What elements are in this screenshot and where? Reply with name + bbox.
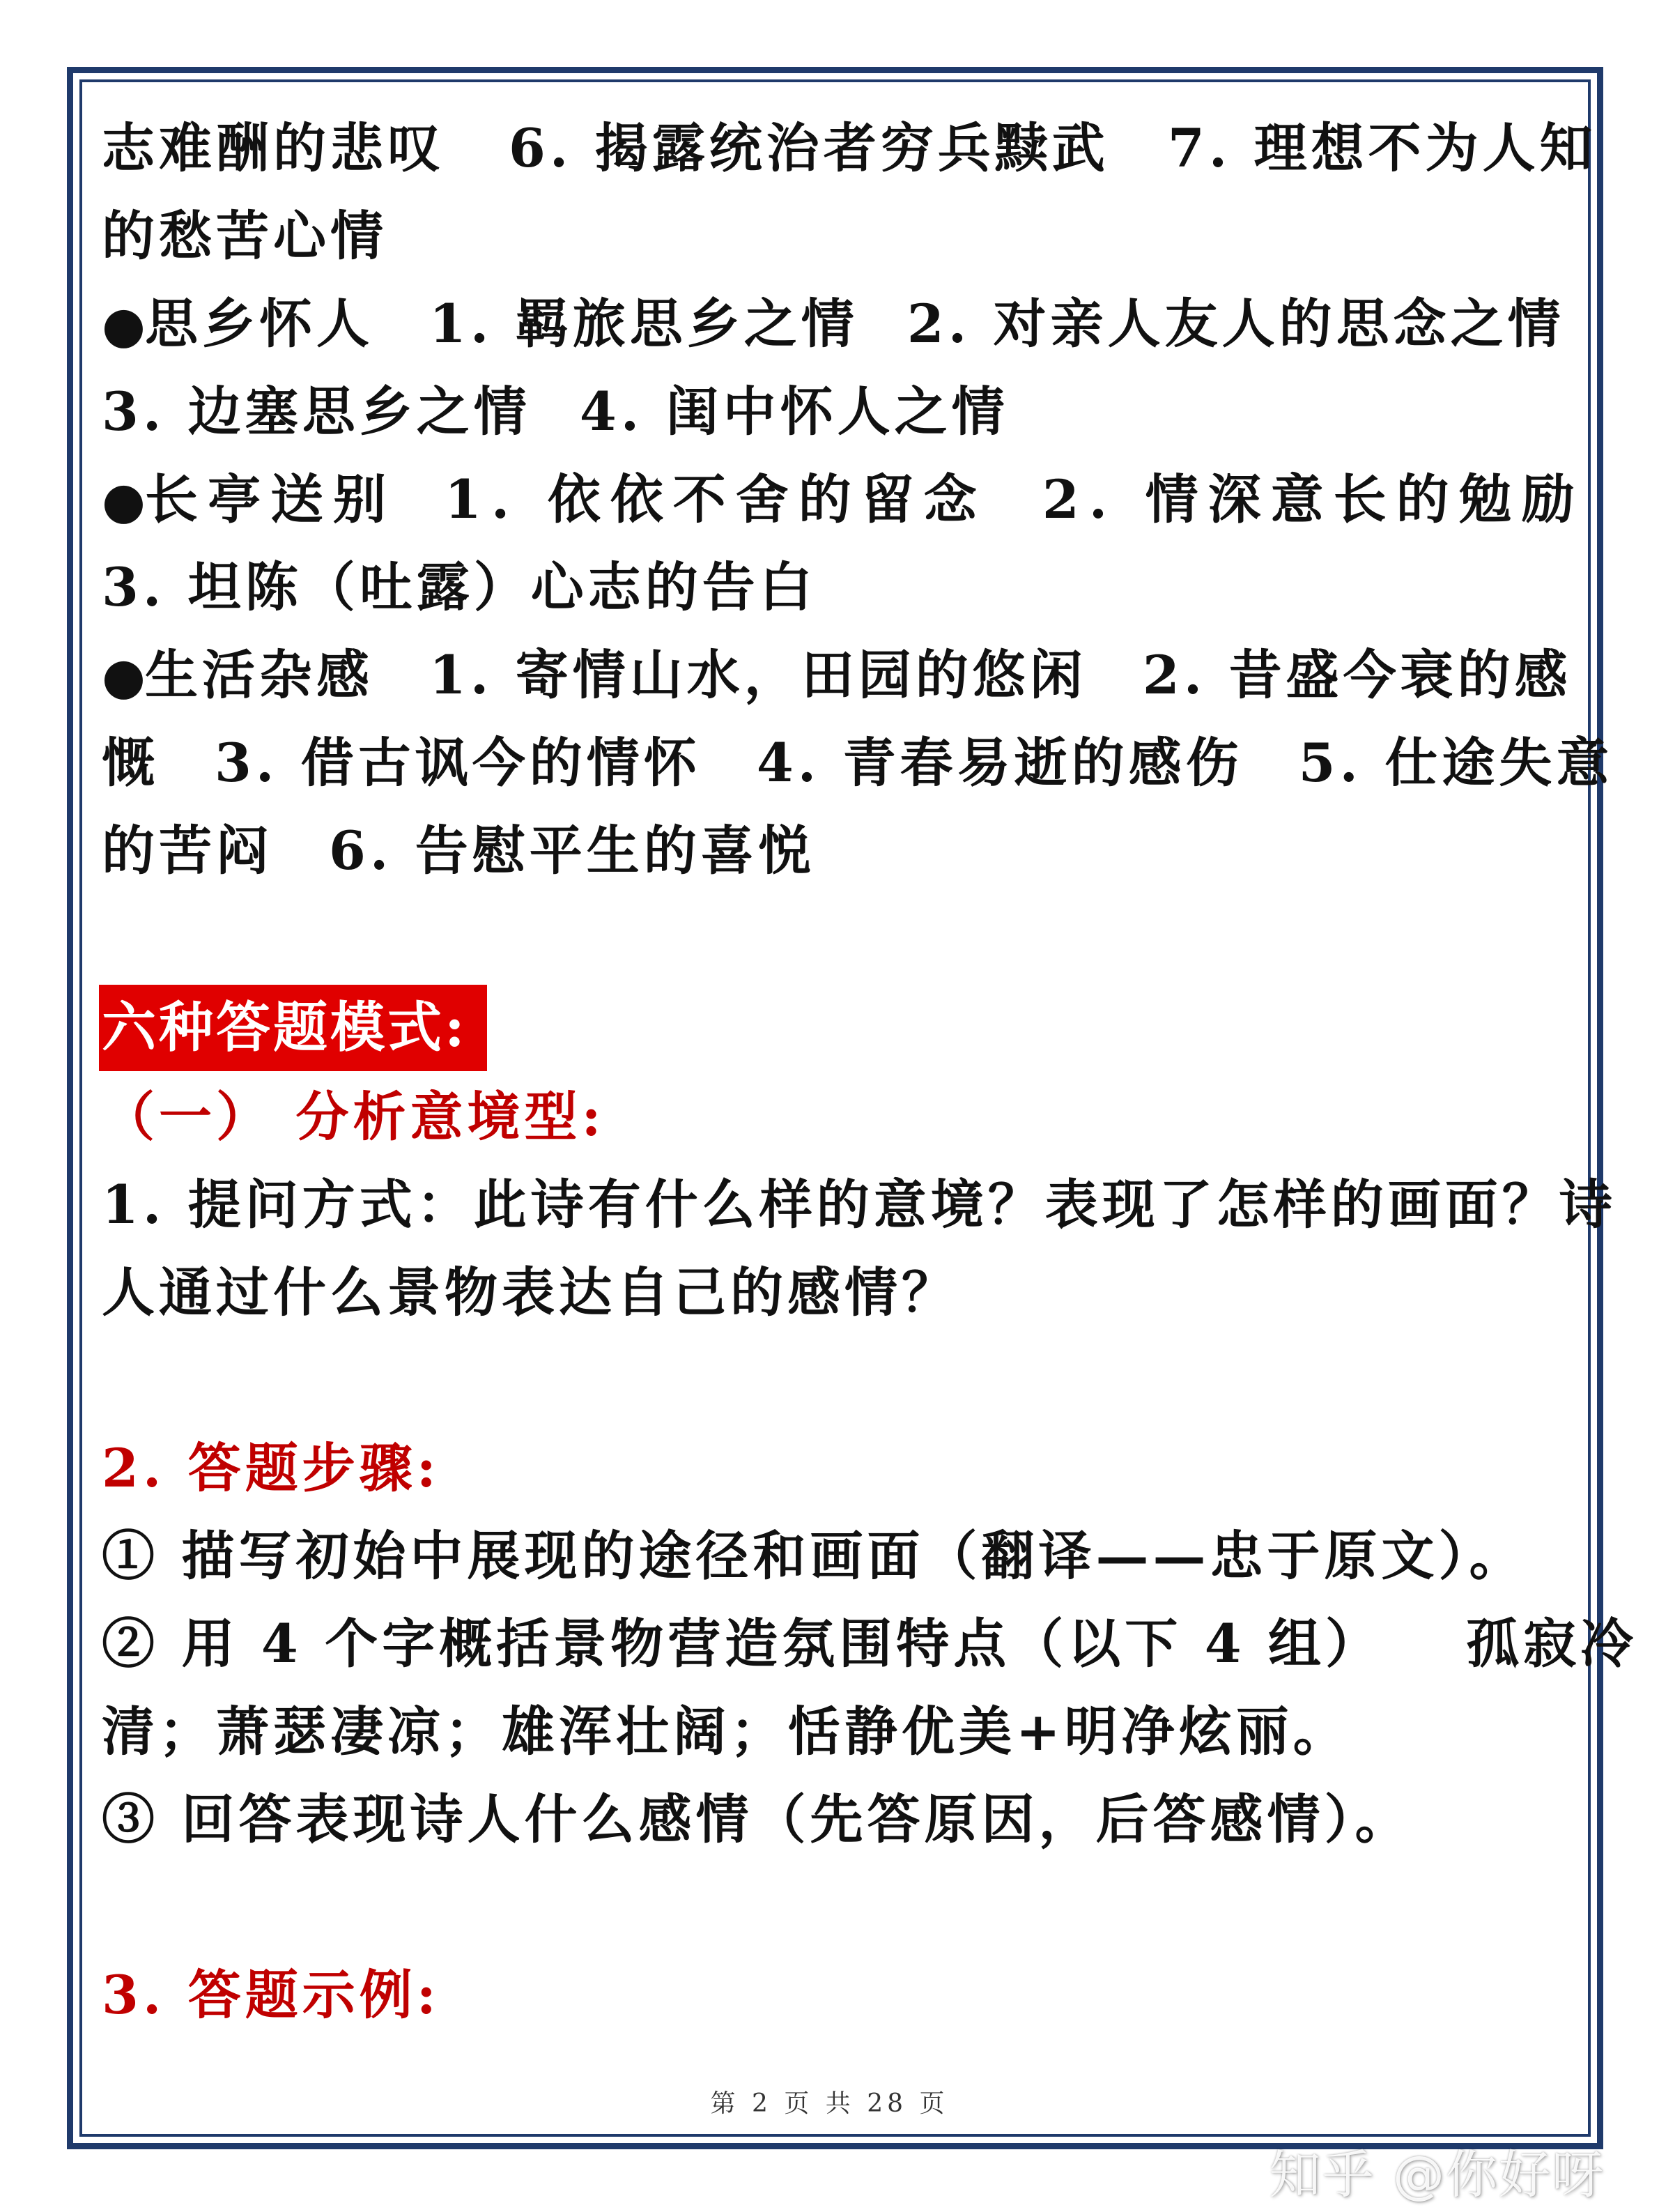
document-body (102, 105, 1638, 2039)
example-heading: 3. 答题示例: (102, 1964, 440, 2026)
step-2: ② 用 4 个字概括景物营造氛围特点（以下 4 组） 孤寂冷 (102, 1613, 1638, 1675)
section-heading-row (102, 983, 1572, 1073)
theme-item-life: ●生活杂感 1. 寄情山水，田园的悠闲 2. 昔盛今衰的感 (102, 631, 1572, 719)
bullet-icon: ● (102, 295, 150, 354)
step-2-continued: 清；萧瑟凄凉；雄浑壮阔；恬静优美+明净炫丽。 (102, 1700, 1350, 1762)
page-number-footer: 第 2 页 共 28 页 (710, 2089, 949, 2118)
text-line-4: 3. 边塞思乡之情 4. 闺中怀人之情 (102, 381, 1009, 443)
text-line-9: 的苦闷 6. 告慰平生的喜悦 (102, 820, 815, 882)
bullet-icon: ● (102, 646, 150, 705)
text-line-8: 慨 3. 借古讽今的情怀 4. 青春易逝的感伤 5. 仕途失意 (102, 732, 1614, 794)
section-heading: 六种答题模式: (99, 985, 487, 1071)
text-line-6: 3. 坦陈（吐露）心志的告白 (102, 556, 817, 618)
text-line-2: 的愁苦心情 (102, 205, 387, 267)
bullet-icon: ● (102, 470, 155, 530)
step-1: ① 描写初始中展现的途径和画面（翻译——忠于原文）。 (102, 1525, 1527, 1587)
theme-item-homesick: ●思乡怀人 1. 羁旅思乡之情 2. 对亲人友人的思念之情 (102, 280, 1572, 368)
text-line-1: 志难酬的悲叹 6. 揭露统治者穷兵黩武 7. 理想不为人知 (102, 117, 1597, 179)
steps-heading: 2. 答题步骤: (102, 1437, 440, 1499)
question-line-1: 1. 提问方式：此诗有什么样的意境？表现了怎样的画面？诗 (102, 1174, 1616, 1236)
theme-item-farewell: ●长亭送别 1. 依依不舍的留念 2. 情深意长的勉励 (102, 456, 1572, 544)
watermark: 知乎 @你好呀 (1269, 2145, 1605, 2205)
subsection-title: （一） 分析意境型: (102, 1086, 605, 1148)
question-line-2: 人通过什么景物表达自己的感情？ (102, 1261, 959, 1323)
step-3: ③ 回答表现诗人什么感情（先答原因，后答感情）。 (102, 1788, 1412, 1850)
